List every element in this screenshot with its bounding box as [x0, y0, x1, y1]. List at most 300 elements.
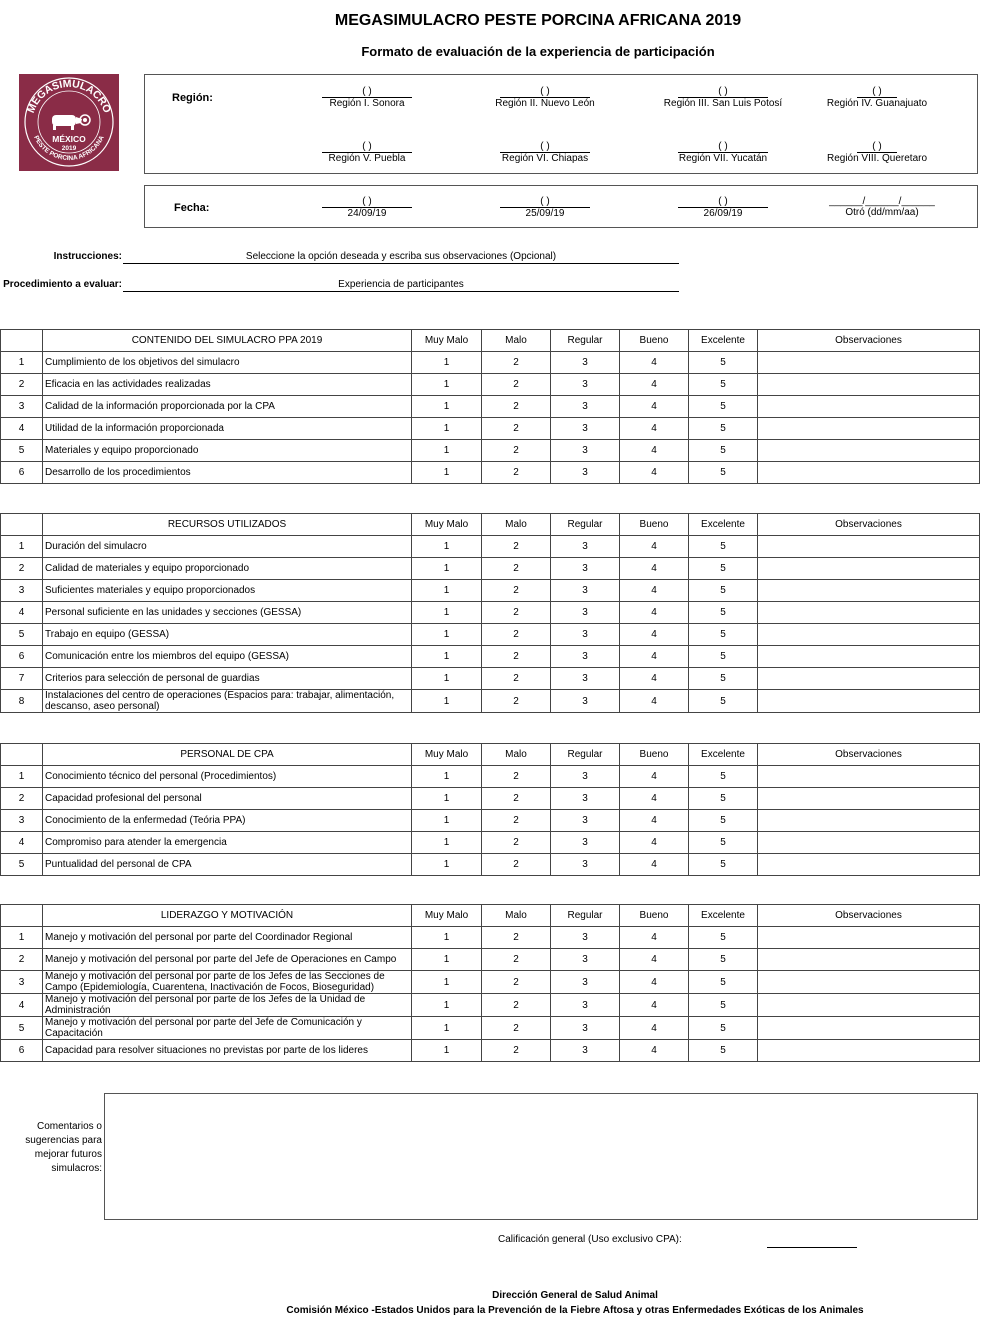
- region-option-4[interactable]: [812, 86, 942, 110]
- rating-option[interactable]: 5: [689, 396, 758, 418]
- rating-option[interactable]: 4: [620, 832, 689, 854]
- observations-cell[interactable]: [758, 766, 980, 788]
- option-paren[interactable]: ( ): [857, 141, 897, 153]
- table-row: [1, 374, 980, 396]
- rating-option[interactable]: 4: [620, 854, 689, 876]
- item-description: Puntualidad del personal de CPA: [43, 854, 412, 876]
- table-row: [1, 646, 980, 668]
- rating-option[interactable]: 2: [482, 927, 551, 949]
- column-header: Observaciones: [758, 905, 980, 927]
- observations-cell[interactable]: [758, 854, 980, 876]
- item-description: Conocimiento de la enfermedad (Teória PPA): [43, 810, 412, 832]
- fecha-option-1[interactable]: [302, 196, 432, 220]
- item-description: Calidad de materiales y equipo proporcionado: [43, 558, 412, 580]
- evaluation-table: [0, 513, 980, 713]
- item-number: 5: [1, 1017, 43, 1040]
- item-number: 1: [1, 536, 43, 558]
- rating-option[interactable]: 4: [620, 810, 689, 832]
- rating-option[interactable]: 5: [689, 788, 758, 810]
- page-title: MEGASIMULACRO PESTE PORCINA AFRICANA 2019: [334, 12, 742, 29]
- rating-option[interactable]: 4: [620, 418, 689, 440]
- table-row: [1, 668, 980, 690]
- rating-option[interactable]: 3: [551, 927, 620, 949]
- column-header: Muy Malo: [412, 744, 482, 766]
- rating-option[interactable]: 2: [482, 668, 551, 690]
- grade-input[interactable]: [767, 1246, 857, 1248]
- rating-option[interactable]: 5: [689, 462, 758, 484]
- item-description: Duración del simulacro: [43, 536, 412, 558]
- grade-label: Calificación general (Uso exclusivo CPA):: [498, 1234, 682, 1245]
- item-number: 3: [1, 971, 43, 994]
- rating-option[interactable]: 3: [551, 668, 620, 690]
- item-description: Trabajo en equipo (GESSA): [43, 624, 412, 646]
- rating-option[interactable]: 4: [620, 440, 689, 462]
- option-label: 25/09/19: [525, 208, 565, 219]
- rating-option[interactable]: 3: [551, 352, 620, 374]
- rating-option[interactable]: 2: [482, 1040, 551, 1062]
- item-description: Utilidad de la información proporcionada: [43, 418, 412, 440]
- column-header: Bueno: [620, 905, 689, 927]
- rating-option[interactable]: 1: [412, 949, 482, 971]
- rating-option[interactable]: 2: [482, 994, 551, 1017]
- table-row: [1, 690, 980, 713]
- fecha-other-blank[interactable]: ______/______/______: [829, 196, 935, 207]
- rating-option[interactable]: 3: [551, 854, 620, 876]
- option-label: Región IV. Guanajuato: [826, 98, 928, 109]
- rating-option[interactable]: 3: [551, 580, 620, 602]
- table-row: [1, 949, 980, 971]
- footer-line-2: Comisión México -Estados Unidos para la Prevención de la Fiebre Aftosa y otras Enfermedades Exóticas de los Animales: [286, 1305, 864, 1316]
- column-header: Muy Malo: [412, 905, 482, 927]
- observations-cell[interactable]: [758, 602, 980, 624]
- table-header-row: [1, 514, 980, 536]
- rating-option[interactable]: 1: [412, 788, 482, 810]
- column-header: Malo: [482, 514, 551, 536]
- rating-option[interactable]: 5: [689, 374, 758, 396]
- fecha-other[interactable]: [822, 196, 942, 219]
- rating-option[interactable]: 5: [689, 949, 758, 971]
- table-row: [1, 1040, 980, 1062]
- table-row: [1, 1017, 980, 1040]
- fecha-option-3[interactable]: [658, 196, 788, 220]
- table-header-row: [1, 330, 980, 352]
- rating-option[interactable]: 1: [412, 558, 482, 580]
- rating-option[interactable]: 4: [620, 558, 689, 580]
- rating-option[interactable]: 5: [689, 810, 758, 832]
- observations-cell[interactable]: [758, 418, 980, 440]
- rating-option[interactable]: 4: [620, 788, 689, 810]
- observations-cell[interactable]: [758, 352, 980, 374]
- option-paren[interactable]: ( ): [322, 196, 412, 208]
- table-row: [1, 352, 980, 374]
- comments-label-line: simulacros:: [51, 1163, 102, 1174]
- observations-cell[interactable]: [758, 668, 980, 690]
- region-option-3[interactable]: [658, 86, 788, 110]
- table-row: [1, 536, 980, 558]
- rating-option[interactable]: 1: [412, 440, 482, 462]
- column-header: Excelente: [689, 330, 758, 352]
- rating-option[interactable]: 4: [620, 766, 689, 788]
- rating-option[interactable]: 5: [689, 668, 758, 690]
- rating-option[interactable]: 2: [482, 690, 551, 713]
- option-paren[interactable]: ( ): [500, 141, 590, 153]
- footer-line-1: Dirección General de Salud Animal: [492, 1290, 658, 1301]
- rating-option[interactable]: 3: [551, 832, 620, 854]
- svg-text:MEGASIMULACRO: [25, 78, 113, 115]
- section-title: LIDERAZGO Y MOTIVACIÓN: [43, 905, 412, 927]
- table-row: [1, 994, 980, 1017]
- option-paren[interactable]: ( ): [678, 196, 768, 208]
- rating-option[interactable]: 4: [620, 949, 689, 971]
- rating-option[interactable]: 5: [689, 690, 758, 713]
- observations-cell[interactable]: [758, 558, 980, 580]
- rating-option[interactable]: 2: [482, 1017, 551, 1040]
- rating-option[interactable]: 2: [482, 766, 551, 788]
- rating-option[interactable]: 2: [482, 602, 551, 624]
- table-row: [1, 396, 980, 418]
- column-header: Malo: [482, 744, 551, 766]
- rating-option[interactable]: 3: [551, 766, 620, 788]
- rating-option[interactable]: 3: [551, 994, 620, 1017]
- rating-option[interactable]: 3: [551, 536, 620, 558]
- logo-country: MÉXICO: [52, 134, 86, 144]
- item-description: Manejo y motivación del personal por parte de los Jefes de las Secciones de Campo (Epidemiología, Cuarentena, Inactivación de Focos, Bioseguridad): [43, 971, 412, 994]
- table-row: [1, 810, 980, 832]
- option-paren[interactable]: ( ): [322, 86, 412, 98]
- comments-label: [0, 1120, 102, 1176]
- rating-option[interactable]: 5: [689, 536, 758, 558]
- rating-option[interactable]: 2: [482, 418, 551, 440]
- rating-option[interactable]: 2: [482, 832, 551, 854]
- option-label: Región II. Nuevo León: [495, 98, 595, 109]
- option-paren[interactable]: ( ): [678, 86, 768, 98]
- item-number: 4: [1, 418, 43, 440]
- item-number: 3: [1, 810, 43, 832]
- table-row: [1, 832, 980, 854]
- column-header: Observaciones: [758, 514, 980, 536]
- column-header: Bueno: [620, 330, 689, 352]
- region-label: Región:: [172, 92, 213, 104]
- rating-option[interactable]: 5: [689, 994, 758, 1017]
- region-option-7[interactable]: [658, 141, 788, 165]
- column-header: Regular: [551, 744, 620, 766]
- rating-option[interactable]: 5: [689, 352, 758, 374]
- rating-option[interactable]: 4: [620, 1017, 689, 1040]
- observations-cell[interactable]: [758, 690, 980, 713]
- observations-cell[interactable]: [758, 1017, 980, 1040]
- rating-option[interactable]: 3: [551, 624, 620, 646]
- header-number-cell: [1, 330, 43, 352]
- rating-option[interactable]: 3: [551, 949, 620, 971]
- option-label: Región I. Sonora: [329, 98, 405, 109]
- rating-option[interactable]: 2: [482, 949, 551, 971]
- table-row: [1, 580, 980, 602]
- rating-option[interactable]: 1: [412, 602, 482, 624]
- rating-option[interactable]: 5: [689, 418, 758, 440]
- rating-option[interactable]: 4: [620, 971, 689, 994]
- table-row: [1, 602, 980, 624]
- item-number: 6: [1, 1040, 43, 1062]
- item-number: 2: [1, 949, 43, 971]
- rating-option[interactable]: 3: [551, 558, 620, 580]
- rating-option[interactable]: 3: [551, 810, 620, 832]
- instructions-text: Seleccione la opción deseada y escriba sus observaciones (Opcional): [123, 251, 679, 264]
- item-description: Calidad de la información proporcionada por la CPA: [43, 396, 412, 418]
- region-option-2[interactable]: [480, 86, 610, 110]
- option-label: Región III. San Luis Potosí: [663, 98, 783, 109]
- column-header: Excelente: [689, 905, 758, 927]
- section-title: RECURSOS UTILIZADOS: [43, 514, 412, 536]
- rating-option[interactable]: 2: [482, 558, 551, 580]
- rating-option[interactable]: 1: [412, 462, 482, 484]
- column-header: Bueno: [620, 514, 689, 536]
- rating-option[interactable]: 2: [482, 462, 551, 484]
- rating-option[interactable]: 5: [689, 440, 758, 462]
- observations-cell[interactable]: [758, 788, 980, 810]
- item-number: 6: [1, 462, 43, 484]
- rating-option[interactable]: 3: [551, 440, 620, 462]
- item-description: Conocimiento técnico del personal (Procedimientos): [43, 766, 412, 788]
- rating-option[interactable]: 3: [551, 646, 620, 668]
- observations-cell[interactable]: [758, 1040, 980, 1062]
- observations-cell[interactable]: [758, 971, 980, 994]
- region-option-8[interactable]: [812, 141, 942, 165]
- column-header: Excelente: [689, 744, 758, 766]
- column-header: Malo: [482, 330, 551, 352]
- rating-option[interactable]: 1: [412, 766, 482, 788]
- observations-cell[interactable]: [758, 927, 980, 949]
- rating-option[interactable]: 4: [620, 927, 689, 949]
- rating-option[interactable]: 3: [551, 971, 620, 994]
- option-paren[interactable]: ( ): [678, 141, 768, 153]
- rating-option[interactable]: 1: [412, 832, 482, 854]
- table-row: [1, 462, 980, 484]
- rating-option[interactable]: 5: [689, 646, 758, 668]
- option-paren[interactable]: ( ): [500, 196, 590, 208]
- logo-year: 2019: [61, 145, 77, 152]
- fecha-other-label: Otró (dd/mm/aa): [845, 207, 919, 218]
- column-header: Regular: [551, 514, 620, 536]
- rating-option[interactable]: 4: [620, 624, 689, 646]
- item-number: 4: [1, 994, 43, 1017]
- rating-option[interactable]: 2: [482, 788, 551, 810]
- rating-option[interactable]: 5: [689, 766, 758, 788]
- rating-option[interactable]: 3: [551, 1017, 620, 1040]
- item-description: Manejo y motivación del personal por parte de los Jefes de la Unidad de Administración: [43, 994, 412, 1017]
- rating-option[interactable]: 1: [412, 927, 482, 949]
- table-row: [1, 927, 980, 949]
- column-header: Regular: [551, 330, 620, 352]
- rating-option[interactable]: 4: [620, 396, 689, 418]
- rating-option[interactable]: 5: [689, 971, 758, 994]
- rating-option[interactable]: 3: [551, 1040, 620, 1062]
- item-description: Manejo y motivación del personal por parte del Coordinador Regional: [43, 927, 412, 949]
- option-label: Región VII. Yucatán: [678, 153, 768, 164]
- region-option-6[interactable]: [480, 141, 610, 165]
- rating-option[interactable]: 5: [689, 558, 758, 580]
- rating-option[interactable]: 3: [551, 602, 620, 624]
- rating-option[interactable]: 4: [620, 602, 689, 624]
- rating-option[interactable]: 5: [689, 854, 758, 876]
- item-number: 7: [1, 668, 43, 690]
- item-description: Manejo y motivación del personal por parte del Jefe de Comunicación y Capacitación: [43, 1017, 412, 1040]
- rating-option[interactable]: 1: [412, 396, 482, 418]
- item-description: Desarrollo de los procedimientos: [43, 462, 412, 484]
- observations-cell[interactable]: [758, 580, 980, 602]
- rating-option[interactable]: 1: [412, 536, 482, 558]
- item-description: Criterios para selección de personal de guardias: [43, 668, 412, 690]
- rating-option[interactable]: 1: [412, 374, 482, 396]
- rating-option[interactable]: 3: [551, 418, 620, 440]
- observations-cell[interactable]: [758, 440, 980, 462]
- column-header: Observaciones: [758, 330, 980, 352]
- rating-option[interactable]: 4: [620, 462, 689, 484]
- rating-option[interactable]: 3: [551, 462, 620, 484]
- item-number: 2: [1, 558, 43, 580]
- rating-option[interactable]: 3: [551, 374, 620, 396]
- rating-option[interactable]: 1: [412, 668, 482, 690]
- observations-cell[interactable]: [758, 646, 980, 668]
- item-number: 1: [1, 766, 43, 788]
- rating-option[interactable]: 1: [412, 690, 482, 713]
- table-header-row: [1, 905, 980, 927]
- observations-cell[interactable]: [758, 536, 980, 558]
- rating-option[interactable]: 4: [620, 668, 689, 690]
- item-number: 1: [1, 352, 43, 374]
- observations-cell[interactable]: [758, 374, 980, 396]
- rating-option[interactable]: 1: [412, 971, 482, 994]
- observations-cell[interactable]: [758, 832, 980, 854]
- observations-cell[interactable]: [758, 624, 980, 646]
- region-option-1[interactable]: [302, 86, 432, 110]
- rating-option[interactable]: 4: [620, 580, 689, 602]
- rating-option[interactable]: 1: [412, 624, 482, 646]
- item-number: 3: [1, 396, 43, 418]
- column-header: Observaciones: [758, 744, 980, 766]
- rating-option[interactable]: 5: [689, 832, 758, 854]
- observations-cell[interactable]: [758, 994, 980, 1017]
- item-number: 4: [1, 832, 43, 854]
- rating-option[interactable]: 1: [412, 580, 482, 602]
- table-row: [1, 788, 980, 810]
- header-number-cell: [1, 905, 43, 927]
- table-header-row: [1, 744, 980, 766]
- logo-graphic: [19, 74, 119, 171]
- rating-option[interactable]: 1: [412, 352, 482, 374]
- rating-option[interactable]: 1: [412, 1017, 482, 1040]
- megasimulacro-logo: [19, 74, 119, 171]
- rating-option[interactable]: 2: [482, 646, 551, 668]
- rating-option[interactable]: 3: [551, 396, 620, 418]
- rating-option[interactable]: 4: [620, 646, 689, 668]
- column-header: Bueno: [620, 744, 689, 766]
- rating-option[interactable]: 2: [482, 536, 551, 558]
- rating-option[interactable]: 1: [412, 994, 482, 1017]
- rating-option[interactable]: 5: [689, 1017, 758, 1040]
- item-number: 2: [1, 788, 43, 810]
- item-description: Capacidad profesional del personal: [43, 788, 412, 810]
- rating-option[interactable]: 1: [412, 854, 482, 876]
- table-row: [1, 440, 980, 462]
- column-header: Malo: [482, 905, 551, 927]
- header-number-cell: [1, 514, 43, 536]
- item-number: 8: [1, 690, 43, 713]
- observations-cell[interactable]: [758, 810, 980, 832]
- rating-option[interactable]: 2: [482, 374, 551, 396]
- column-header: Regular: [551, 905, 620, 927]
- observations-cell[interactable]: [758, 396, 980, 418]
- column-header: Muy Malo: [412, 330, 482, 352]
- observations-cell[interactable]: [758, 949, 980, 971]
- rating-option[interactable]: 4: [620, 994, 689, 1017]
- rating-option[interactable]: 5: [689, 1040, 758, 1062]
- rating-option[interactable]: 1: [412, 810, 482, 832]
- rating-option[interactable]: 4: [620, 690, 689, 713]
- comments-textarea[interactable]: [104, 1093, 978, 1220]
- region-option-5[interactable]: [302, 141, 432, 165]
- rating-option[interactable]: 2: [482, 352, 551, 374]
- table-row: [1, 971, 980, 994]
- item-number: 1: [1, 927, 43, 949]
- comments-label-line: sugerencias para: [25, 1135, 102, 1146]
- option-paren[interactable]: ( ): [857, 86, 897, 98]
- evaluation-table: [0, 904, 980, 1062]
- option-label: 24/09/19: [347, 208, 387, 219]
- item-description: Materiales y equipo proporcionado: [43, 440, 412, 462]
- procedure-label: Procedimiento a evaluar:: [3, 279, 122, 290]
- rating-option[interactable]: 2: [482, 580, 551, 602]
- rating-option[interactable]: 2: [482, 440, 551, 462]
- rating-option[interactable]: 4: [620, 536, 689, 558]
- rating-option[interactable]: 4: [620, 1040, 689, 1062]
- observations-cell[interactable]: [758, 462, 980, 484]
- rating-option[interactable]: 5: [689, 927, 758, 949]
- rating-option[interactable]: 1: [412, 418, 482, 440]
- fecha-option-2[interactable]: [480, 196, 610, 220]
- item-description: Eficacia en las actividades realizadas: [43, 374, 412, 396]
- rating-option[interactable]: 1: [412, 1040, 482, 1062]
- item-description: Suficientes materiales y equipo proporcionados: [43, 580, 412, 602]
- rating-option[interactable]: 4: [620, 374, 689, 396]
- item-number: 4: [1, 602, 43, 624]
- rating-option[interactable]: 3: [551, 690, 620, 713]
- option-label: 26/09/19: [703, 208, 743, 219]
- rating-option[interactable]: 2: [482, 624, 551, 646]
- item-description: Compromiso para atender la emergencia: [43, 832, 412, 854]
- rating-option[interactable]: 2: [482, 396, 551, 418]
- rating-option[interactable]: 5: [689, 580, 758, 602]
- rating-option[interactable]: 2: [482, 971, 551, 994]
- option-paren[interactable]: ( ): [322, 141, 412, 153]
- rating-option[interactable]: 3: [551, 788, 620, 810]
- option-label: Región V. Puebla: [328, 153, 406, 164]
- rating-option[interactable]: 1: [412, 646, 482, 668]
- table-row: [1, 624, 980, 646]
- item-description: Instalaciones del centro de operaciones (Espacios para: trabajar, alimentación, descanso, aseo personal): [43, 690, 412, 713]
- item-description: Comunicación entre los miembros del equipo (GESSA): [43, 646, 412, 668]
- rating-option[interactable]: 5: [689, 602, 758, 624]
- rating-option[interactable]: 2: [482, 854, 551, 876]
- rating-option[interactable]: 4: [620, 352, 689, 374]
- rating-option[interactable]: 2: [482, 810, 551, 832]
- section-title: CONTENIDO DEL SIMULACRO PPA 2019: [43, 330, 412, 352]
- table-row: [1, 418, 980, 440]
- item-number: 5: [1, 624, 43, 646]
- rating-option[interactable]: 5: [689, 624, 758, 646]
- page-subtitle: Formato de evaluación de la experiencia de participación: [361, 44, 715, 59]
- instructions-label: Instrucciones:: [53, 251, 122, 262]
- option-paren[interactable]: ( ): [500, 86, 590, 98]
